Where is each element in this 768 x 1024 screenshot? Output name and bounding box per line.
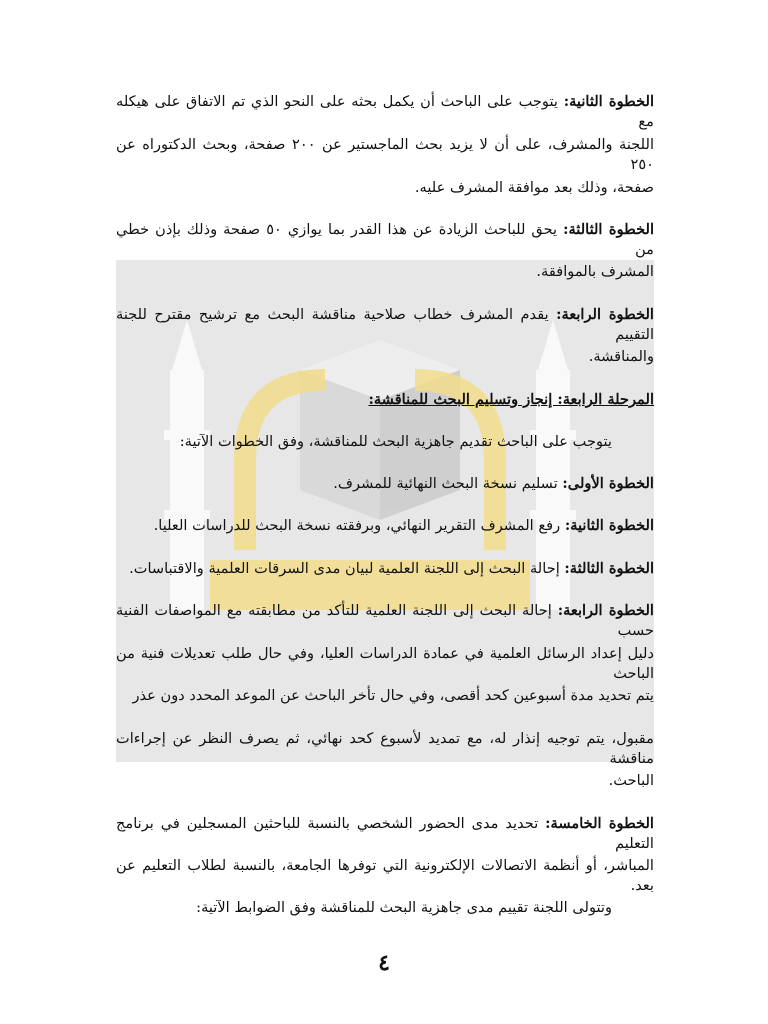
line-text: يتوجب على الباحث أن يكمل بحثه على النحو الذي تم الاتفاق على هيكله مع — [116, 93, 654, 130]
step-label: الخطوة الثانية: — [563, 93, 655, 110]
paragraph-line — [116, 814, 654, 854]
line-text: يتم تحديد مدة أسبوعين كحد أقصى، وفي حال تأخر الباحث عن الموعد المحدد دون عذر — [132, 687, 654, 704]
paragraph-line — [116, 474, 654, 494]
paragraph-line — [116, 135, 654, 175]
line-text: دليل إعداد الرسائل العلمية في عمادة الدراسات العليا، وفي حال طلب تعديلات فنية من الباحث — [116, 645, 654, 682]
paragraph-line — [116, 432, 654, 452]
line-text: يتوجب على الباحث تقديم جاهزية البحث للمناقشة، وفق الخطوات الآتية: — [179, 433, 612, 450]
paragraph-line — [116, 220, 654, 260]
section-heading-text: المرحلة الرابعة: إنجاز وتسليم البحث للمناقشة: — [368, 391, 654, 408]
line-text: المشرف بالموافقة. — [536, 263, 654, 280]
paragraph-line — [116, 262, 654, 282]
paragraph-line — [116, 559, 654, 579]
line-text: وتتولى اللجنة تقييم مدى جاهزية البحث للمناقشة وفق الضوابط الآتية: — [196, 899, 612, 916]
step-label: الخطوة الرابعة: — [557, 602, 654, 619]
line-text: يقدم المشرف خطاب صلاحية مناقشة البحث مع ترشيح مقترح للجنة التقييم — [116, 306, 654, 343]
paragraph-line — [116, 92, 654, 132]
line-text: تسليم نسخة البحث النهائية للمشرف. — [333, 475, 563, 492]
line-text: صفحة، وذلك بعد موافقة المشرف عليه. — [414, 179, 654, 196]
line-text: اللجنة والمشرف، على أن لا يزيد بحث الماجستير عن ٢٠٠ صفحة، وبحث الدكتوراه عن ٢٥٠ — [116, 136, 654, 173]
step-label: الخطوة الثالثة: — [563, 221, 655, 238]
paragraph-line — [116, 178, 654, 198]
paragraph-line — [116, 771, 654, 791]
paragraph-line — [116, 898, 654, 918]
page-number: ٤ — [378, 950, 390, 976]
line-text: المباشر، أو أنظمة الاتصالات الإلكترونية التي توفرها الجامعة، بالنسبة لطلاب التعليم عن بعد. — [116, 857, 654, 894]
step-label: الخطوة الثانية: — [564, 517, 654, 534]
paragraph-line — [116, 686, 654, 706]
paragraph-line — [116, 729, 654, 769]
paragraph-line — [116, 347, 654, 367]
line-text: تحديد مدى الحضور الشخصي بالنسبة للباحثين المسجلين في برنامج التعليم — [116, 815, 654, 852]
paragraph-line — [116, 305, 654, 345]
paragraph-line — [116, 644, 654, 684]
paragraph-line — [116, 601, 654, 641]
section-heading — [116, 390, 654, 410]
paragraph-line — [116, 856, 654, 896]
step-label: الخطوة الخامسة: — [545, 815, 654, 832]
line-text: يحق للباحث الزيادة عن هذا القدر بما يوازي ٥٠ صفحة وذلك بإذن خطي من — [116, 221, 654, 258]
step-label: الخطوة الثالثة: — [564, 560, 654, 577]
line-text: مقبول، يتم توجيه إنذار له، مع تمديد لأسبوع كحد نهائي، ثم يصرف النظر عن إجراءات مناقشة — [116, 730, 654, 767]
line-text: إحالة البحث إلى اللجنة العلمية لبيان مدى السرقات العلمية والاقتباسات. — [129, 560, 565, 577]
step-label: الخطوة الرابعة: — [556, 306, 654, 323]
line-text: الباحث. — [608, 772, 654, 789]
line-text: إحالة البحث إلى اللجنة العلمية للتأكد من مطابقته مع المواصفات الفنية حسب — [116, 602, 654, 639]
step-label: الخطوة الأولى: — [562, 475, 654, 492]
paragraph-line — [116, 516, 654, 536]
line-text: رفع المشرف التقرير النهائي، وبرفقته نسخة البحث للدراسات العليا. — [153, 517, 565, 534]
line-text: والمناقشة. — [588, 348, 654, 365]
